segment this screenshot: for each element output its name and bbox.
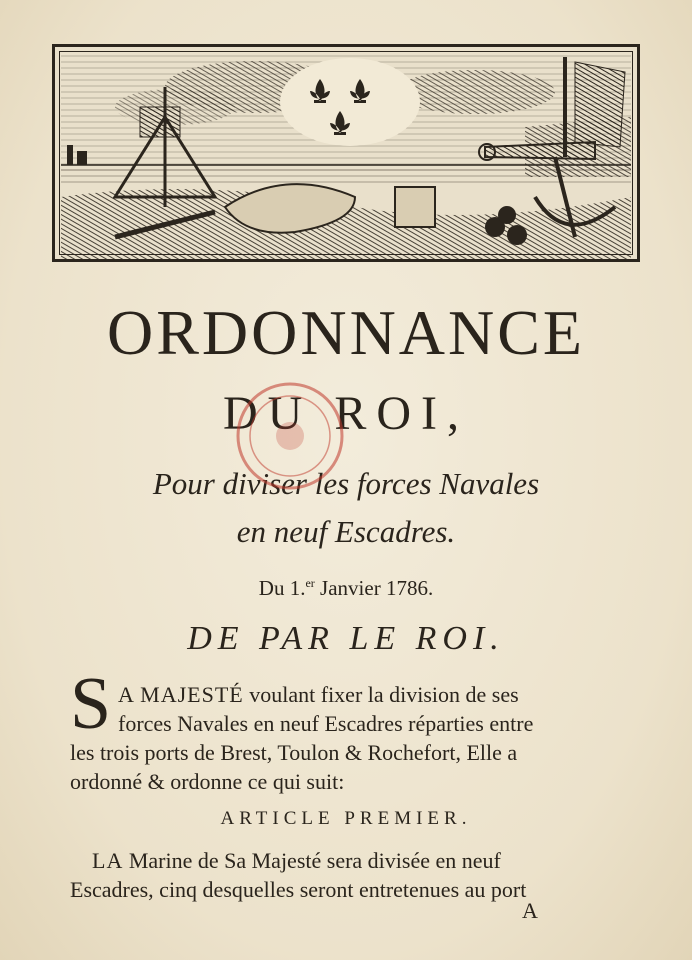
paragraph-1-line-1 xyxy=(118,680,658,709)
title-du-roi: DU ROI, xyxy=(223,387,469,440)
date-prefix: Du 1. xyxy=(258,576,306,600)
paragraph-2-line-1-rest: Marine de Sa Majesté sera divisée en neuf xyxy=(123,848,501,873)
paragraph-2-line-1 xyxy=(92,846,632,875)
vignette-illustration xyxy=(55,47,637,259)
paragraph-1-line-1-rest: voulant fixer la division de ses xyxy=(243,682,519,707)
paragraph-2-line-2: Escadres, cinq desquelles seront entretenues au port xyxy=(70,877,527,902)
paragraph-2-lead: LA xyxy=(92,848,124,873)
catchword-signature: A xyxy=(522,898,538,923)
engraved-naval-vignette xyxy=(52,44,640,262)
paragraph-1-line-4: ordonné & ordonne ce qui suit: xyxy=(70,769,345,794)
date-superscript: er xyxy=(305,576,315,590)
heading-de-par-le-roi: DE PAR LE ROI. xyxy=(187,620,505,657)
paragraph-1-line-2: forces Navales en neuf Escadres réparties entre xyxy=(118,711,534,736)
date-line xyxy=(0,576,692,601)
date-rest: Janvier 1786. xyxy=(314,576,434,600)
library-stamp xyxy=(232,378,348,494)
drop-cap: S xyxy=(70,663,112,745)
paragraph-1-lead: A MAJESTÉ xyxy=(118,682,244,707)
paragraph-1-line-3: les trois ports de Brest, Toulon & Rochefort, Elle a xyxy=(70,740,518,765)
subtitle-line-1: Pour diviser les forces Navales xyxy=(152,466,540,501)
subtitle-line-2: en neuf Escadres. xyxy=(236,514,456,549)
title-ordonnance: ORDONNANCE xyxy=(107,297,585,368)
article-heading: ARTICLE PREMIER. xyxy=(220,808,472,829)
